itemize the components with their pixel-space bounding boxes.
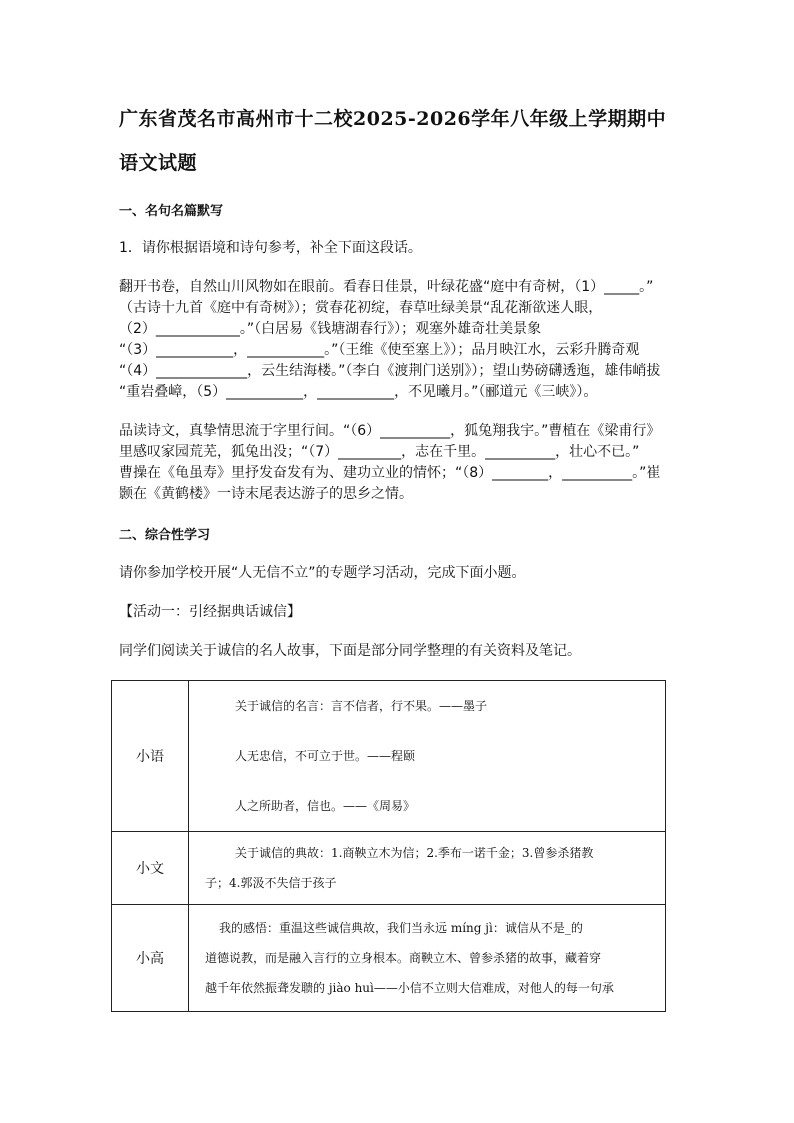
story-line: 关于诚信的典故：1.商鞅立木为信；2.季布一诺千金；3.曾参杀猪教 (235, 846, 594, 860)
story-line: 子；4.郭汲不失信于孩子 (205, 876, 337, 890)
passage-line: “（4）_____________，云生结海楼。”（李白《渡荆门送别》）；望山势磅礴透迤，雄伟峭拔 (119, 363, 661, 379)
passage-line: 曹操在《龟虽寿》里抒发奋发有为、建功立业的情怀；“（8）________，__________。”崔 (119, 465, 661, 481)
exam-title-line2: 语文试题 (119, 152, 198, 174)
table-row (112, 832, 666, 905)
quote-line: 人之所助者，信也。——《周易》 (235, 799, 416, 813)
passage-line: 品读诗文，真挚情思流于字里行间。“（6）__________，狐兔翔我宇。”曹植在《梁甫行》 (119, 423, 661, 439)
question-1-prompt: 1．请你根据语境和诗句参考，补全下面这段话。 (119, 240, 422, 256)
table-row (112, 681, 666, 832)
reflection-line: 道德说教，而是融入言行的立身根本。商鞅立木、曾参杀猪的故事，藏着穿 (205, 951, 602, 965)
section2-intro: 请你参加学校开展“人无信不立”的专题学习活动，完成下面小题。 (119, 565, 526, 581)
passage-paragraph-1 (119, 277, 679, 403)
row-label-xiaogao: 小高 (112, 905, 189, 1012)
passage-line: “（3）___________，___________。”（王维《使至塞上》）；品月映江水，云彩升腾奇观 (119, 342, 640, 358)
reflection-line: 我的感悟：重温这些诚信典故，我们当永远 míng jì：诚信从不是_的 (219, 921, 583, 935)
section2-heading: 二、综合性学习 (119, 528, 211, 543)
section1-heading: 一、名句名篇默写 (119, 204, 224, 219)
quote-line: 关于诚信的名言：言不信者，行不果。——墨子 (235, 699, 488, 713)
passage-paragraph-2 (119, 421, 679, 505)
row-label-xiaowen: 小文 (112, 832, 189, 905)
activity-lead: 同学们阅读关于诚信的名人故事，下面是部分同学整理的有关资料及笔记。 (119, 643, 581, 659)
row-label-xiaoyu: 小语 (112, 681, 189, 832)
notes-table (111, 680, 666, 1012)
row-content-stories (189, 832, 666, 905)
passage-line: （古诗十九首《庭中有奇树》）；赏春花初绽，春草吐绿美景“乱花渐欲迷人眼， (119, 300, 603, 316)
passage-line: “重岩叠嶂，（5）___________，___________，不见曦月。”（郦道元《三峡》）。 (119, 384, 598, 400)
row-content-reflection (189, 905, 666, 1012)
passage-line: （2）____________。”（白居易《钱塘湖春行》）；观塞外雄奇壮美景象 (119, 321, 542, 337)
row-content-quotes (189, 681, 666, 832)
quote-line: 人无忠信，不可立于世。——程颐 (235, 749, 416, 763)
activity-title: 【活动一：引经据典话诚信】 (119, 604, 301, 620)
reflection-line: 越千年依然振聋发聩的 jiào huì——小信不立则大信难成，对他人的每一句承 (205, 981, 614, 995)
passage-line: 翻开书卷，自然山川风物如在眼前。看春日佳景，叶绿花盛“庭中有奇树，（1）_____。” (119, 279, 654, 295)
exam-title-line1: 广东省茂名市高州市十二校2025-2026学年八年级上学期期中 (119, 108, 667, 130)
table-row (112, 905, 666, 1012)
passage-line: 颢在《黄鹤楼》一诗末尾表达游子的思乡之情。 (119, 486, 413, 502)
passage-line: 里感叹家园荒芜，狐兔出没；“（7）_________，志在千里。__________，壮心不已。” (119, 444, 640, 460)
